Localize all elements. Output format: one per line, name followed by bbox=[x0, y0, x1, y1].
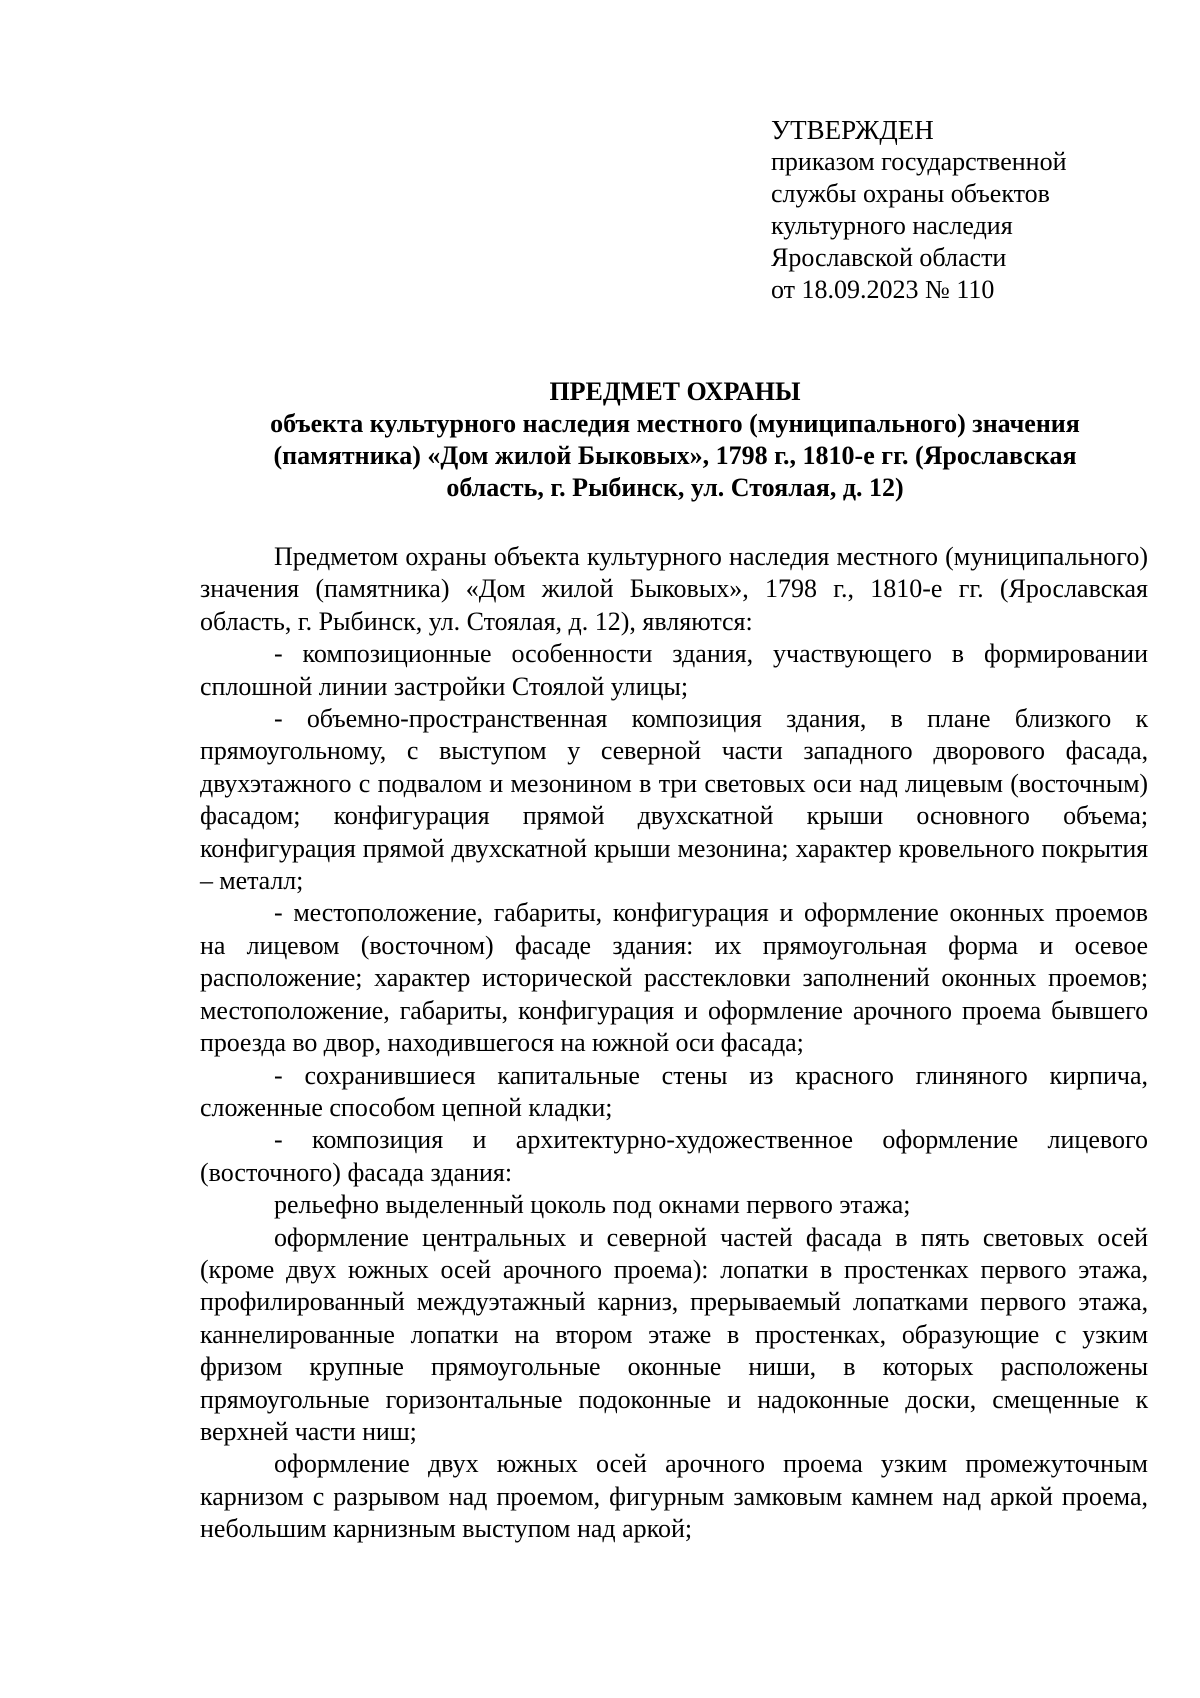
document-title: ПРЕДМЕТ ОХРАНЫ bbox=[549, 377, 801, 406]
approval-line: приказом государственной bbox=[771, 147, 1067, 176]
sub-item-paragraph: рельефно выделенный цоколь под окнами первого этажа; bbox=[274, 1190, 911, 1220]
document-subtitle-line: объекта культурного наследия местного (муниципального) значения bbox=[270, 409, 1080, 438]
document-body bbox=[200, 541, 1148, 1546]
approval-line: службы охраны объектов bbox=[771, 179, 1050, 208]
sub-item-paragraph: оформление двух южных осей арочного проема узким промежуточным карнизом с разрывом над проемом, фигурным замковым камнем над аркой проема, небольшим карнизным выступом над аркой; bbox=[200, 1449, 1148, 1544]
approval-line: Ярославской области bbox=[771, 243, 1007, 272]
approval-line: от 18.09.2023 № 110 bbox=[771, 275, 995, 304]
document-subtitle-line: (памятника) «Дом жилой Быковых», 1798 г., 1810-е гг. (Ярославская bbox=[273, 441, 1077, 470]
list-item-paragraph: - сохранившиеся капитальные стены из красного глиняного кирпича, сложенные способом цепной кладки; bbox=[200, 1060, 1148, 1122]
document-heading bbox=[200, 376, 1150, 504]
list-item-paragraph: - композиция и архитектурно-художественное оформление лицевого (восточного) фасада здания: bbox=[200, 1125, 1148, 1187]
list-item-paragraph: - композиционные особенности здания, участвующего в формировании сплошной линии застройки Стоялой улицы; bbox=[200, 639, 1148, 701]
intro-paragraph: Предметом охраны объекта культурного наследия местного (муниципального) значения (памятника) «Дом жилой Быковых», 1798 г., 1810-е гг. (Ярославская область, г. Рыбинск, ул. Стоялая, д. 12), являются: bbox=[200, 542, 1148, 636]
list-item-paragraph: - местоположение, габариты, конфигурация и оформление оконных проемов на лицевом (восточном) фасаде здания: их прямоугольная форма и осевое расположение; характер исторической расстекловки заполнений оконных проемов; местоположение, габариты, конфигурация и оформление арочного проема бывшего проезда во двор, находившегося на южной оси фасада; bbox=[200, 898, 1148, 1058]
sub-item-paragraph: оформление центральных и северной частей фасада в пять световых осей (кроме двух южных осей арочного проема): лопатки в простенках первого этажа, профилированный междуэтажный карниз, прерываемый лопатками первого этажа, каннелированные лопатки на втором этаже в простенках, образующие с узким фризом крупные прямоугольные оконные ниши, в которых расположены прямоугольные горизонтальные подоконные и надоконные доски, смещенные к верхней части ниш; bbox=[200, 1222, 1148, 1446]
document-subtitle-line: область, г. Рыбинск, ул. Стоялая, д. 12) bbox=[446, 473, 904, 502]
approval-line: культурного наследия bbox=[771, 211, 1013, 240]
approval-title: УТВЕРЖДЕН bbox=[771, 115, 934, 145]
list-item-paragraph: - объемно-пространственная композиция здания, в плане близкого к прямоугольному, с выступом у северной части западного дворового фасада, двухэтажного с подвалом и мезонином в три световых оси над лицевым (восточным) фасадом; конфигурация прямой двухскатной крыши основного объема; конфигурация прямой двухскатной крыши мезонина; характер кровельного покрытия – металл; bbox=[200, 704, 1148, 896]
approval-stamp bbox=[771, 114, 1171, 306]
